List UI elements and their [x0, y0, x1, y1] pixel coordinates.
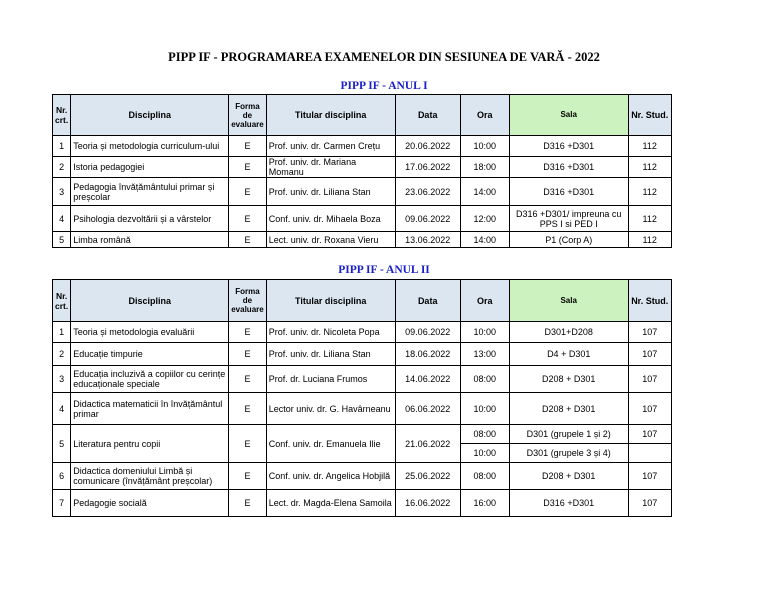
header-studenti: Nr. Stud. — [628, 95, 671, 136]
cell-ora: 12:00 — [460, 206, 509, 232]
exam-table-year-1 — [52, 94, 672, 248]
cell-data: 18.06.2022 — [395, 343, 460, 366]
cell-nr: 1 — [53, 136, 71, 157]
cell-ora: 14:00 — [460, 232, 509, 248]
cell-sala: D208 + D301 — [509, 393, 628, 425]
cell-nr: 3 — [53, 366, 71, 393]
cell-forma: E — [229, 425, 266, 463]
cell-data: 17.06.2022 — [395, 157, 460, 178]
header-disciplina: Disciplina — [71, 280, 229, 322]
cell-nr: 7 — [53, 490, 71, 517]
header-data: Data — [395, 280, 460, 322]
section-title-year-2: PIPP IF - ANUL II — [338, 264, 430, 276]
page-title: PIPP IF - PROGRAMAREA EXAMENELOR DIN SESIUNEA DE VARĂ - 2022 — [168, 50, 600, 64]
cell-ora: 16:00 — [460, 490, 509, 517]
header-sala: Sala — [509, 280, 628, 322]
cell-ora: 10:00 — [460, 322, 509, 343]
cell-titular: Prof. univ. dr. Liliana Stan — [266, 178, 395, 206]
header-nr: Nr. crt. — [53, 280, 71, 322]
cell-forma: E — [229, 157, 266, 178]
table-row — [53, 366, 672, 393]
cell-titular: Lect. dr. Magda-Elena Samoila — [266, 490, 395, 517]
cell-disciplina: Teoria și metodologia evaluării — [71, 322, 229, 343]
cell-ora: 10:00 — [460, 136, 509, 157]
cell-nr: 5 — [53, 232, 71, 248]
cell-nr: 4 — [53, 206, 71, 232]
header-nr: Nr. crt. — [53, 95, 71, 136]
table-row — [53, 206, 672, 232]
cell-ora: 13:00 — [460, 343, 509, 366]
cell-forma: E — [229, 343, 266, 366]
cell-titular: Conf. univ. dr. Mihaela Boza — [266, 206, 395, 232]
section-title-year-1: PIPP IF - ANUL I — [340, 80, 428, 92]
cell-disciplina: Teoria și metodologia curriculum-ului — [71, 136, 229, 157]
cell-ora: 18:00 — [460, 157, 509, 178]
cell-disciplina: Pedagogie socială — [71, 490, 229, 517]
cell-ora: 08:00 — [460, 463, 509, 490]
cell-studenti: 107 — [628, 343, 671, 366]
header-sala: Sala — [509, 95, 628, 136]
cell-titular: Prof. univ. dr. Nicoleta Popa — [266, 322, 395, 343]
table-row — [53, 463, 672, 490]
table-row — [53, 136, 672, 157]
cell-nr: 4 — [53, 393, 71, 425]
cell-titular: Prof. dr. Luciana Frumos — [266, 366, 395, 393]
cell-studenti: 112 — [628, 206, 671, 232]
cell-studenti: 107 — [628, 393, 671, 425]
cell-data: 09.06.2022 — [395, 322, 460, 343]
cell-sala: P1 (Corp A) — [509, 232, 628, 248]
cell-sala: D208 + D301 — [509, 463, 628, 490]
cell-data: 06.06.2022 — [395, 393, 460, 425]
cell-data: 20.06.2022 — [395, 136, 460, 157]
cell-disciplina: Pedagogia învățământului primar și preșcolar — [71, 178, 229, 206]
cell-forma: E — [229, 463, 266, 490]
cell-nr: 1 — [53, 322, 71, 343]
cell-sala: D316 +D301/ impreuna cu PPS I si PED I — [509, 206, 628, 232]
cell-titular: Prof. univ. dr. Mariana Momanu — [266, 157, 395, 178]
cell-forma: E — [229, 232, 266, 248]
cell-nr: 2 — [53, 343, 71, 366]
table-row — [53, 157, 672, 178]
cell-titular: Prof. univ. dr. Carmen Crețu — [266, 136, 395, 157]
cell-sala: D316 +D301 — [509, 136, 628, 157]
header-studenti: Nr. Stud. — [628, 280, 671, 322]
cell-data: 14.06.2022 — [395, 366, 460, 393]
cell-studenti: 107 — [628, 463, 671, 490]
cell-studenti: 112 — [628, 178, 671, 206]
cell-ora: 08:00 — [460, 425, 509, 444]
header-ora: Ora — [460, 280, 509, 322]
header-titular: Titular disciplina — [266, 95, 395, 136]
cell-forma: E — [229, 366, 266, 393]
cell-studenti — [628, 444, 671, 463]
cell-forma: E — [229, 490, 266, 517]
cell-titular: Lect. univ. dr. Roxana Vieru — [266, 232, 395, 248]
cell-disciplina: Istoria pedagogiei — [71, 157, 229, 178]
cell-ora: 10:00 — [460, 444, 509, 463]
cell-disciplina: Literatura pentru copii — [71, 425, 229, 463]
header-disciplina: Disciplina — [71, 95, 229, 136]
cell-disciplina: Educație timpurie — [71, 343, 229, 366]
header-titular: Titular disciplina — [266, 280, 395, 322]
cell-sala: D301 (grupele 1 și 2) — [509, 425, 628, 444]
table-row — [53, 232, 672, 248]
cell-studenti: 112 — [628, 157, 671, 178]
table-row — [53, 322, 672, 343]
cell-forma: E — [229, 136, 266, 157]
cell-titular: Lector univ. dr. G. Havârneanu — [266, 393, 395, 425]
cell-titular: Conf. univ. dr. Emanuela Ilie — [266, 425, 395, 463]
cell-disciplina: Psihologia dezvoltării și a vârstelor — [71, 206, 229, 232]
cell-ora: 10:00 — [460, 393, 509, 425]
cell-ora: 14:00 — [460, 178, 509, 206]
cell-studenti: 107 — [628, 366, 671, 393]
cell-data: 09.06.2022 — [395, 206, 460, 232]
cell-sala: D208 + D301 — [509, 366, 628, 393]
cell-disciplina: Limba română — [71, 232, 229, 248]
cell-disciplina: Didactica domeniului Limbă și comunicare (învățământ preșcolar) — [71, 463, 229, 490]
cell-studenti: 112 — [628, 136, 671, 157]
cell-studenti: 107 — [628, 425, 671, 444]
cell-nr: 2 — [53, 157, 71, 178]
cell-data: 25.06.2022 — [395, 463, 460, 490]
table-row — [53, 343, 672, 366]
table-row — [53, 490, 672, 517]
table-row — [53, 178, 672, 206]
cell-nr: 5 — [53, 425, 71, 463]
cell-forma: E — [229, 206, 266, 232]
table-row — [53, 425, 672, 444]
cell-sala: D301+D208 — [509, 322, 628, 343]
cell-sala: D316 +D301 — [509, 157, 628, 178]
cell-studenti: 107 — [628, 322, 671, 343]
header-forma: Forma de evaluare — [229, 95, 266, 136]
table-header-row — [53, 95, 672, 136]
cell-titular: Conf. univ. dr. Angelica Hobjilă — [266, 463, 395, 490]
cell-forma: E — [229, 393, 266, 425]
cell-sala: D316 +D301 — [509, 178, 628, 206]
exam-table-year-2 — [52, 279, 672, 517]
cell-data: 23.06.2022 — [395, 178, 460, 206]
header-forma: Forma de evaluare — [229, 280, 266, 322]
cell-nr: 3 — [53, 178, 71, 206]
cell-data: 13.06.2022 — [395, 232, 460, 248]
header-ora: Ora — [460, 95, 509, 136]
cell-data: 21.06.2022 — [395, 425, 460, 463]
cell-data: 16.06.2022 — [395, 490, 460, 517]
cell-nr: 6 — [53, 463, 71, 490]
table-row — [53, 393, 672, 425]
cell-disciplina: Educația incluzivă a copiilor cu cerințe educaționale speciale — [71, 366, 229, 393]
cell-titular: Prof. univ. dr. Liliana Stan — [266, 343, 395, 366]
cell-sala: D316 +D301 — [509, 490, 628, 517]
table-header-row — [53, 280, 672, 322]
header-data: Data — [395, 95, 460, 136]
cell-disciplina: Didactica matematicii în învățământul primar — [71, 393, 229, 425]
cell-ora: 08:00 — [460, 366, 509, 393]
cell-forma: E — [229, 322, 266, 343]
cell-sala: D301 (grupele 3 și 4) — [509, 444, 628, 463]
cell-studenti: 107 — [628, 490, 671, 517]
cell-sala: D4 + D301 — [509, 343, 628, 366]
cell-forma: E — [229, 178, 266, 206]
cell-studenti: 112 — [628, 232, 671, 248]
